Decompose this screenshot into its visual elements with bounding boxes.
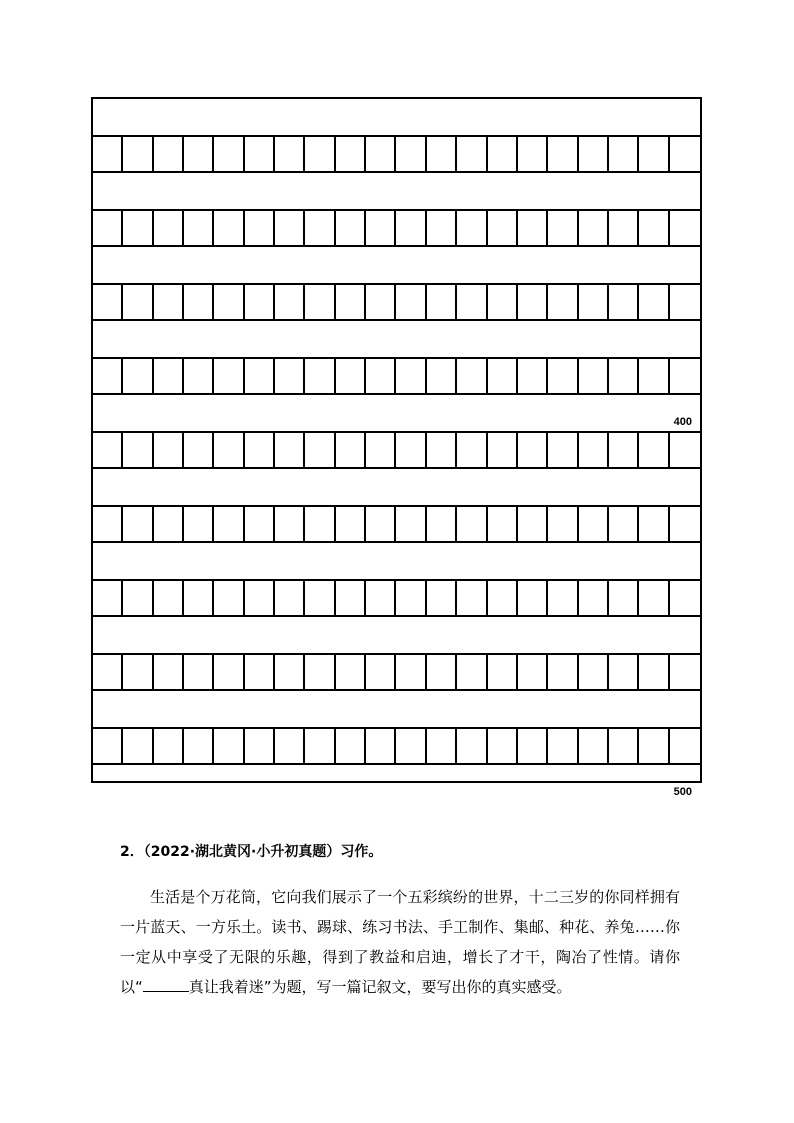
character-cell[interactable] [609,581,639,615]
character-cell[interactable] [397,655,427,689]
writing-grid-sheet [91,97,702,798]
spacing-row [93,469,700,505]
character-row [93,283,700,321]
character-cell[interactable] [457,433,487,467]
character-cell[interactable] [184,359,214,393]
character-cell[interactable] [579,507,609,541]
character-cell[interactable] [609,137,639,171]
character-cell[interactable] [639,137,669,171]
character-cell[interactable] [154,729,184,763]
character-cell[interactable] [366,729,396,763]
character-cell[interactable] [245,729,275,763]
character-cell[interactable] [639,655,669,689]
character-cell[interactable] [457,359,487,393]
question-block [120,842,680,1002]
character-cell[interactable] [548,581,578,615]
character-cell[interactable] [305,729,335,763]
character-cell[interactable] [609,211,639,245]
character-cell[interactable] [93,433,123,467]
character-cell[interactable] [366,211,396,245]
prompt-text-part2: 真让我着迷”为题，写一篇记叙文，要写出你的真实感受。 [188,978,572,996]
character-cell[interactable] [214,433,244,467]
word-count-500: 500 [673,786,692,798]
character-cell[interactable] [184,433,214,467]
character-cell[interactable] [154,507,184,541]
character-cell[interactable] [609,433,639,467]
character-cell[interactable] [488,285,518,319]
character-cell[interactable] [457,507,487,541]
character-cell[interactable] [93,211,123,245]
question-source: （2022·湖北黄冈·小升初真题）习作。 [143,844,383,860]
character-cell[interactable] [639,581,669,615]
character-cell[interactable] [93,359,123,393]
character-cell[interactable] [670,581,700,615]
character-cell[interactable] [336,729,366,763]
character-cell[interactable] [579,655,609,689]
character-cell[interactable] [93,729,123,763]
character-cell[interactable] [670,137,700,171]
character-cell[interactable] [93,285,123,319]
character-row [93,727,700,765]
character-cell[interactable] [123,359,153,393]
question-prompt [120,882,680,1002]
character-cell[interactable] [518,655,548,689]
character-cell[interactable] [457,655,487,689]
character-cell[interactable] [275,359,305,393]
character-cell[interactable] [518,137,548,171]
character-cell[interactable] [518,507,548,541]
character-cell[interactable] [670,655,700,689]
character-cell[interactable] [336,507,366,541]
character-cell[interactable] [366,359,396,393]
character-cell[interactable] [214,581,244,615]
character-cell[interactable] [245,433,275,467]
character-cell[interactable] [457,581,487,615]
character-cell[interactable] [427,729,457,763]
character-cell[interactable] [245,211,275,245]
character-cell[interactable] [93,507,123,541]
character-cell[interactable] [427,655,457,689]
character-cell[interactable] [397,729,427,763]
character-cell[interactable] [397,507,427,541]
character-cell[interactable] [579,581,609,615]
character-cell[interactable] [245,581,275,615]
question-number: 2． [120,844,144,860]
character-cell[interactable] [154,581,184,615]
character-cell[interactable] [609,507,639,541]
spacing-row [93,691,700,727]
title-fill-blank[interactable] [143,977,189,992]
character-cell[interactable] [457,285,487,319]
character-cell[interactable] [214,359,244,393]
character-cell[interactable] [305,359,335,393]
character-cell[interactable] [609,655,639,689]
character-cell[interactable] [184,137,214,171]
character-cell[interactable] [397,137,427,171]
character-cell[interactable] [275,507,305,541]
character-cell[interactable] [457,137,487,171]
character-cell[interactable] [427,285,457,319]
spacing-row [93,321,700,357]
character-cell[interactable] [366,655,396,689]
spacing-row [93,99,700,135]
character-cell[interactable] [518,285,548,319]
character-cell[interactable] [670,433,700,467]
character-cell[interactable] [154,433,184,467]
character-cell[interactable] [154,285,184,319]
character-cell[interactable] [366,433,396,467]
character-cell[interactable] [579,729,609,763]
character-cell[interactable] [457,211,487,245]
character-row [93,209,700,247]
character-cell[interactable] [336,137,366,171]
character-cell[interactable] [488,581,518,615]
character-cell[interactable] [427,507,457,541]
character-cell[interactable] [214,285,244,319]
character-cell[interactable] [397,285,427,319]
character-cell[interactable] [214,655,244,689]
character-cell[interactable] [93,581,123,615]
character-cell[interactable] [184,655,214,689]
character-cell[interactable] [154,137,184,171]
character-row [93,579,700,617]
character-cell[interactable] [548,137,578,171]
character-cell[interactable] [275,581,305,615]
character-cell[interactable] [305,211,335,245]
character-cell[interactable] [123,285,153,319]
character-cell[interactable] [245,359,275,393]
character-cell[interactable] [154,211,184,245]
character-cell[interactable] [548,211,578,245]
spacing-row [93,543,700,579]
character-cell[interactable] [427,581,457,615]
character-cell[interactable] [427,359,457,393]
character-cell[interactable] [518,729,548,763]
prompt-text-part1: 生活是个万花筒，它向我们展示了一个五彩缤纷的世界，十二三岁的你同样拥有一片蓝天、一方乐土。读书、踢球、练习书法、手工制作、集邮、种花、养兔……你一定从中享受了无限的乐趣，得到了教益和启迪，增长了才干，陶冶了性情。请你以“ [120,888,680,996]
character-cell[interactable] [639,211,669,245]
character-cell[interactable] [518,433,548,467]
character-cell[interactable] [214,137,244,171]
character-cell[interactable] [639,359,669,393]
character-cell[interactable] [123,729,153,763]
character-cell[interactable] [275,285,305,319]
character-cell[interactable] [214,729,244,763]
character-cell[interactable] [305,507,335,541]
character-cell[interactable] [336,359,366,393]
word-count-400: 400 [673,416,692,428]
character-cell[interactable] [639,433,669,467]
character-cell[interactable] [548,655,578,689]
character-cell[interactable] [579,433,609,467]
character-cell[interactable] [427,433,457,467]
character-cell[interactable] [123,211,153,245]
character-cell[interactable] [366,137,396,171]
character-cell[interactable] [184,729,214,763]
character-cell[interactable] [305,137,335,171]
character-cell[interactable] [518,581,548,615]
character-cell[interactable] [305,581,335,615]
character-cell[interactable] [123,137,153,171]
character-cell[interactable] [93,655,123,689]
character-row [93,135,700,173]
character-cell[interactable] [366,285,396,319]
character-cell[interactable] [123,581,153,615]
character-cell[interactable] [184,507,214,541]
character-cell[interactable] [305,655,335,689]
character-cell[interactable] [275,729,305,763]
character-cell[interactable] [488,211,518,245]
character-cell[interactable] [457,729,487,763]
character-cell[interactable] [123,507,153,541]
character-cell[interactable] [609,285,639,319]
character-cell[interactable] [579,285,609,319]
character-cell[interactable] [184,211,214,245]
character-cell[interactable] [245,655,275,689]
character-cell[interactable] [275,137,305,171]
character-cell[interactable] [214,507,244,541]
character-cell[interactable] [488,433,518,467]
character-cell[interactable] [397,211,427,245]
character-cell[interactable] [488,137,518,171]
character-cell[interactable] [397,359,427,393]
character-cell[interactable] [305,433,335,467]
character-row [93,505,700,543]
spacing-row [93,247,700,283]
character-cell[interactable] [245,507,275,541]
character-cell[interactable] [214,211,244,245]
character-cell[interactable] [670,211,700,245]
character-cell[interactable] [275,211,305,245]
character-cell[interactable] [184,285,214,319]
spacing-row [93,395,700,431]
spacing-row [93,617,700,653]
character-row [93,653,700,691]
character-cell[interactable] [366,581,396,615]
character-cell[interactable] [670,285,700,319]
character-cell[interactable] [336,285,366,319]
character-cell[interactable] [366,507,396,541]
character-cell[interactable] [639,507,669,541]
character-cell[interactable] [245,285,275,319]
character-cell[interactable] [488,359,518,393]
spacing-row [93,173,700,209]
character-cell[interactable] [336,433,366,467]
character-cell[interactable] [275,433,305,467]
character-cell[interactable] [488,655,518,689]
character-cell[interactable] [123,655,153,689]
character-cell[interactable] [639,285,669,319]
character-cell[interactable] [548,433,578,467]
character-cell[interactable] [336,581,366,615]
character-cell[interactable] [670,507,700,541]
character-cell[interactable] [154,655,184,689]
character-row [93,431,700,469]
character-cell[interactable] [93,137,123,171]
character-cell[interactable] [518,211,548,245]
character-cell[interactable] [639,729,669,763]
character-cell[interactable] [670,729,700,763]
character-cell[interactable] [336,655,366,689]
character-cell[interactable] [305,285,335,319]
character-cell[interactable] [275,655,305,689]
character-cell[interactable] [518,359,548,393]
character-cell[interactable] [397,433,427,467]
character-cell[interactable] [184,581,214,615]
character-cell[interactable] [579,359,609,393]
character-cell[interactable] [154,359,184,393]
character-cell[interactable] [548,507,578,541]
character-cell[interactable] [579,137,609,171]
question-title [120,842,680,862]
character-cell[interactable] [397,581,427,615]
character-cell[interactable] [336,211,366,245]
spacing-row [93,765,700,801]
character-cell[interactable] [548,729,578,763]
character-cell[interactable] [609,359,639,393]
character-cell[interactable] [609,729,639,763]
character-cell[interactable] [488,729,518,763]
character-cell[interactable] [548,359,578,393]
character-cell[interactable] [123,433,153,467]
character-cell[interactable] [427,211,457,245]
character-cell[interactable] [245,137,275,171]
character-cell[interactable] [670,359,700,393]
character-cell[interactable] [488,507,518,541]
character-cell[interactable] [548,285,578,319]
character-cell[interactable] [427,137,457,171]
character-cell[interactable] [579,211,609,245]
character-row [93,357,700,395]
